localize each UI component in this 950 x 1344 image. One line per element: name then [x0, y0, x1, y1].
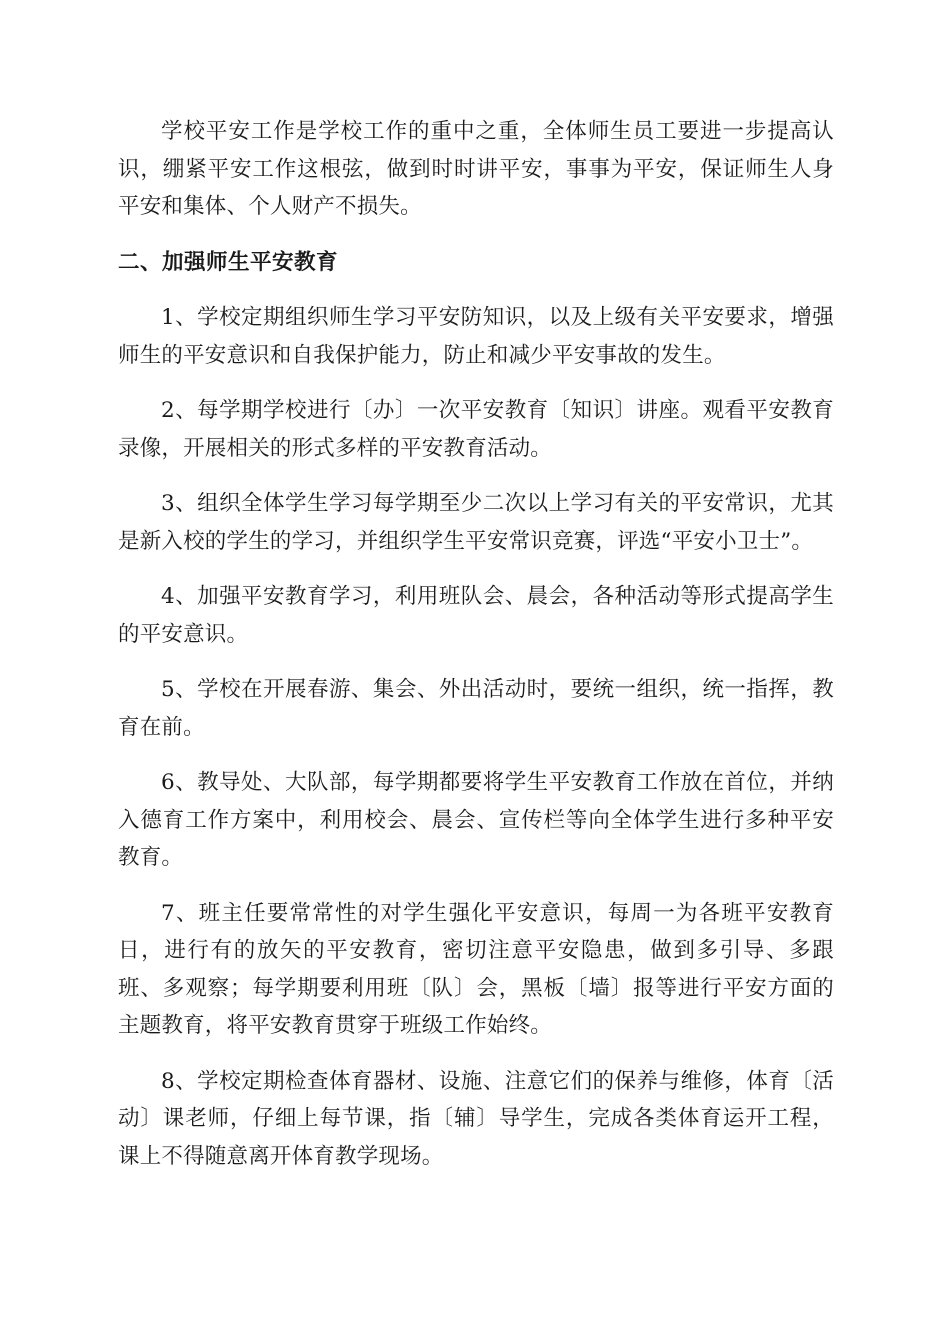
list-item-8: 8、学校定期检查体育器材、设施、注意它们的保养与维修，体育〔活动〕课老师，仔细上每节课，指〔辅〕导学生，完成各类体育运开工程，课上不得随意离开体育教学现场。	[118, 1068, 834, 1169]
list-item-6: 6、教导处、大队部，每学期都要将学生平安教育工作放在首位，并纳入德育工作方案中，利用校会、晨会、宣传栏等向全体学生进行多种平安教育。	[118, 770, 834, 870]
list-item-3: 3、组织全体学生学习每学期至少二次以上学习有关的平安常识，尤其是新入校的学生的学习，并组织学生平安常识竞赛，评选“平安小卫士”。	[118, 491, 834, 554]
list-item-2: 2、每学期学校进行〔办〕一次平安教育〔知识〕讲座。观看平安教育录像，开展相关的形式多样的平安教育活动。	[118, 398, 834, 461]
section-heading: 二、加强师生平安教育	[118, 249, 339, 275]
list-item-7: 7、班主任要常常性的对学生强化平安意识，每周一为各班平安教育日，进行有的放矢的平安教育，密切注意平安隐患，做到多引导、多跟班、多观察；每学期要利用班〔队〕会，黑板〔墙〕报等进行平安方面的主题教育，将平安教育贯穿于班级工作始终。	[118, 900, 834, 1038]
list-item-1: 1、学校定期组织师生学习平安防知识，以及上级有关平安要求，增强师生的平安意识和自我保护能力，防止和减少平安事故的发生。	[118, 305, 834, 368]
list-item-4: 4、加强平安教育学习，利用班队会、晨会，各种活动等形式提高学生的平安意识。	[118, 584, 834, 647]
document-page	[118, 113, 834, 1193]
intro-paragraph: 学校平安工作是学校工作的重中之重，全体师生员工要进一步提高认识，绷紧平安工作这根弦，做到时时讲平安，事事为平安，保证师生人身平安和集体、个人财产不损失。	[118, 119, 834, 219]
list-item-5: 5、学校在开展春游、集会、外出活动时，要统一组织，统一指挥，教育在前。	[118, 677, 834, 740]
